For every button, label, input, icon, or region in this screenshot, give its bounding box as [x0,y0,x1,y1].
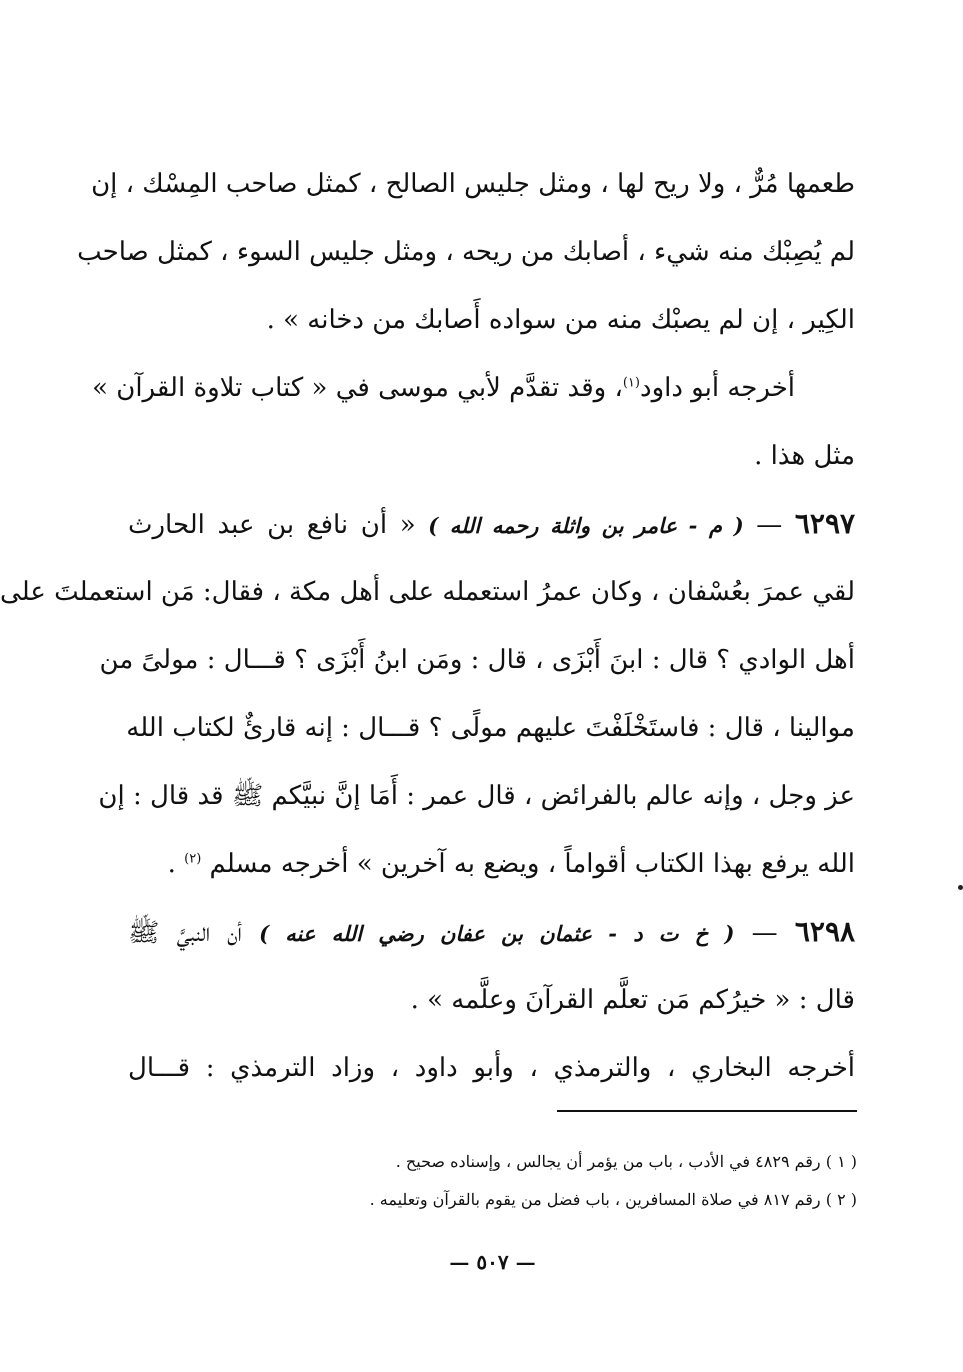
text-line: مثل هذا . [754,441,855,471]
footnote-separator [557,1110,857,1112]
text-line: الكِير ، إن لم يصبْك منه من سواده أَصابك من دخانه » . [266,305,855,335]
footnote-ref-1[interactable]: (١) [622,375,640,391]
text-line [128,830,855,898]
takhrij-text: ، وقد تقدَّم لأبي موسى في « كتاب تلاوة القرآن » [92,373,623,403]
hadith-heading [128,898,855,966]
text-line: أخرجه البخاري ، والترمذي ، وأبو داود ، وزاد الترمذي : قـــال [128,1053,855,1083]
text-line: عز وجل ، وإنه عالم بالفرائض ، قال عمر : أَمَا إنَّ نبيَّكم ﷺ قد قال : إن [98,781,855,811]
text-line: طعمها مُرٌّ ، ولا ريح لها ، ومثل جليس الصالح ، كمثل صاحب المِسْك ، إن [91,169,855,199]
text-line: قال : « خيرُكم مَن تعلَّم القرآنَ وعلَّمه » . [410,985,855,1015]
text-line: موالينا ، قال : فاستَخْلَفْتَ عليهم مولًى ؟ قـــال : إنه قارئٌ لكتاب الله [126,713,855,743]
hadith-text: أن النبيَّ ﷺ [128,918,242,948]
page-number: — ٥٠٧ — [449,1250,536,1274]
hadith-number: ٦٢٩٨ [794,915,856,948]
footnote-ref-2[interactable]: (٢) [184,851,202,867]
hadith-number: ٦٢٩٧ [794,507,856,540]
hadith-dash: — [756,510,783,540]
footnote-1: ( ١ ) رقم ٤٨٢٩ في الأدب ، باب من يؤمر أن يجالس ، وإسناده صحيح . [395,1152,857,1171]
takhrij-text: أخرجه أبو داود [639,373,795,403]
hadith-source: ( م - عامر بن واثلة رحمه الله ) [428,513,744,538]
hadith-heading [128,490,855,558]
text-line: لم يُصِبْك منه شيء ، أصابك من ريحه ، ومثل جليس السوء ، كمثل صاحب [77,237,855,267]
text-line: لقي عمرَ بعُسْفان ، وكان عمرُ استعمله على أهل مكة ، فقال: مَن استعملتَ على [0,577,855,607]
footnote-2: ( ٢ ) رقم ٨١٧ في صلاة المسافرين ، باب فضل من يقوم بالقرآن وتعليمه . [369,1190,857,1209]
text-line: أهل الوادي ؟ قال : ابنَ أَبْزَى ، قال : ومَن ابنُ أَبْزَى ؟ قـــال : مولىً من [99,645,855,675]
margin-speck [958,885,963,890]
hadith-text: الله يرفع بهذا الكتاب أقواماً ، ويضع به آخرين » أخرجه مسلم [209,849,855,879]
hadith-text: . [167,849,176,879]
takhrij-paragraph [92,354,855,422]
hadith-dash: — [751,918,778,948]
footnotes [182,1143,857,1219]
hadith-text: « أن نافع بن عبد الحارث [128,510,416,540]
hadith-source: ( خ ت د - عثمان بن عفان رضي الله عنه ) [259,921,735,946]
main-text [0,150,856,1102]
